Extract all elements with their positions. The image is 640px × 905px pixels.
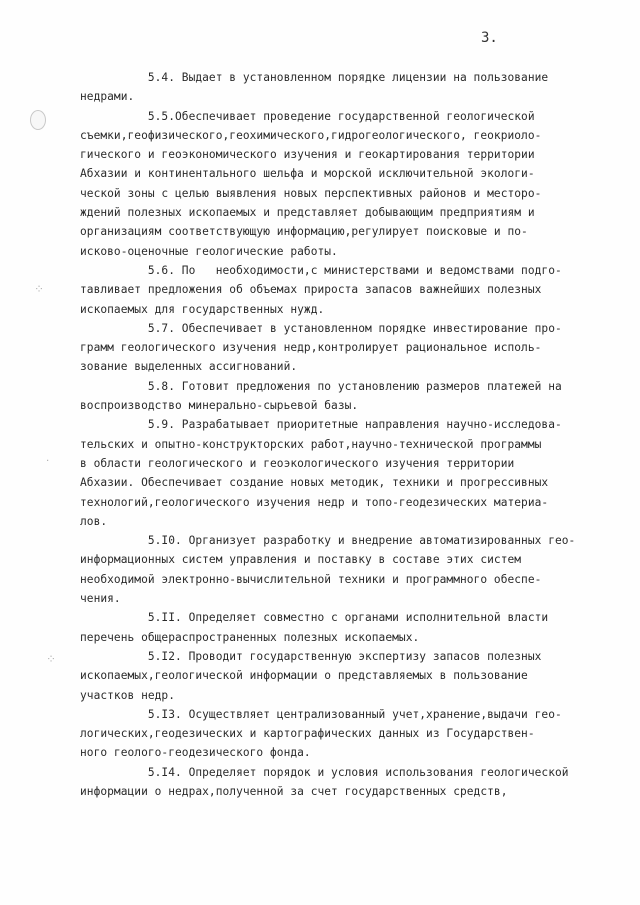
text-line: воспроизводство минерально-сырьевой базы.	[80, 399, 359, 413]
text-line: 5.I0. Организует разработку и внедрение автоматизированных гео-	[80, 534, 576, 548]
text-line: ного геолого-геодезического фонда.	[80, 746, 311, 760]
text-line: зование выделенных ассигнований.	[80, 360, 298, 374]
text-line: 5.9. Разрабатывает приоритетные направления научно-исследова-	[80, 418, 562, 432]
text-line: 5.7. Обеспечивает в установленном порядке инвестирование про-	[80, 321, 562, 335]
paper-mark: ˙	[44, 458, 52, 472]
text-line: Абхазии. Обеспечивает создание новых методик, техники и прогрессивных	[80, 476, 549, 490]
text-line: грамм геологического изучения недр,контролирует рациональное исполь-	[80, 341, 542, 355]
text-line: гического и геоэкономического изучения и геокартирования территории	[80, 148, 535, 162]
text-line: 5.4. Выдает в установленном порядке лицензии на пользование	[80, 71, 549, 84]
text-line: 5.8. Готовит предложения по установлению размеров платежей на	[80, 379, 562, 393]
text-line: перечень общераспространенных полезных ископаемых.	[80, 630, 420, 644]
text-line: ископаемых,геологической информации о представляемых в пользование	[80, 669, 528, 683]
text-line: информационных систем управления и поставку в составе этих систем	[80, 553, 522, 567]
text-line: 5.5.Обеспечивает проведение государственной геологической	[80, 109, 535, 123]
punch-hole	[30, 110, 46, 130]
text-line: 5.I3. Осуществляет централизованный учет,хранение,выдачи гео-	[80, 707, 562, 721]
text-line: участков недр.	[80, 688, 175, 702]
page-number: 3.	[481, 30, 498, 46]
text-line: ческой зоны с целью выявления новых перспективных районов и месторо-	[80, 186, 542, 200]
text-line: 5.II. Определяет совместно с органами исполнительной власти	[80, 611, 549, 625]
text-line: тельских и опытно-конструкторских работ,научно-технической программы	[80, 437, 542, 451]
text-line: технологий,геологического изучения недр и топо-геодезических материа-	[80, 495, 549, 509]
text-line: 5.I4. Определяет порядок и условия использования геологической	[80, 765, 569, 779]
text-line: чения.	[80, 592, 121, 606]
text-line: съемки,геофизического,геохимического,гидрогеологического, геокриоло-	[80, 128, 542, 142]
paper-mark: ⁘	[46, 652, 57, 666]
text-line: 5.6. По необходимости,с министерствами и ведомствами подго-	[80, 263, 562, 277]
text-line: тавливает предложения об объемах прироста запасов важнейших полезных	[80, 283, 542, 297]
text-line: лов.	[80, 514, 108, 528]
text-line: организациям соответствующую информацию,регулирует поисковые и по-	[80, 225, 528, 239]
text-line: исково-оценочные геологические работы.	[80, 244, 338, 258]
text-line: в области геологического и геоэкологического изучения территории	[80, 456, 515, 470]
text-line: недрами.	[80, 90, 135, 104]
text-line: ждений полезных ископаемых и представляет добывающим предприятиям и	[80, 206, 535, 220]
paper-mark: ⁘	[34, 282, 45, 296]
text-line: ископаемых для государственных нужд.	[80, 302, 325, 316]
text-line: необходимой электронно-вычислительной техники и программного обеспе-	[80, 572, 542, 586]
text-line: информации о недрах,полученной за счет государственных средств,	[80, 784, 508, 798]
text-line: 5.I2. Проводит государственную экспертизу запасов полезных	[80, 649, 542, 663]
text-line: Абхазии и континентального шельфа и морской исключительной экологи-	[80, 167, 535, 181]
body-text	[80, 68, 620, 801]
text-line: логических,геодезических и картографических данных из Государствен-	[80, 727, 535, 741]
